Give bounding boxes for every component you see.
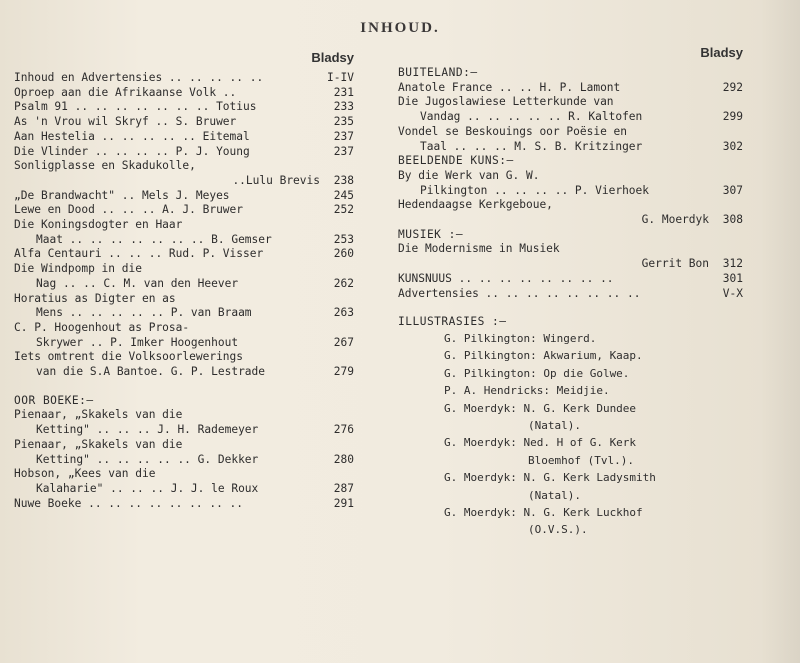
- entry-text: Advertensies .. .. .. .. .. .. .. ..: [398, 286, 641, 300]
- toc-entry: [14, 453, 354, 468]
- entry-page: 263: [333, 306, 354, 320]
- illustration-item: G. Pilkington: Akwarium, Kaap.: [444, 349, 643, 363]
- left-entry-list: [14, 71, 354, 380]
- toc-entry: [14, 189, 354, 204]
- bladsy-label-right: Bladsy: [700, 45, 743, 60]
- entry-text: Lewe en Dood .. .. .. A. J. Bruwer: [14, 203, 244, 217]
- entry-text: Oproep aan die Afrikaanse Volk ..: [14, 85, 237, 99]
- advertensies-entry: [398, 287, 743, 302]
- entry-text: ..Lulu Brevis: [232, 173, 320, 187]
- entry-page: 252: [333, 203, 354, 217]
- toc-entry: [398, 257, 743, 272]
- illustration-item: G. Moerdyk: N. G. Kerk Dundee: [444, 401, 637, 415]
- entry-text: Mens .. .. .. .. .. P. van Braam: [36, 306, 252, 320]
- entry-page: V-X: [722, 286, 743, 300]
- entry-text: Vondel se Beskouings oor Poësie en: [398, 124, 628, 138]
- entry-text: Die Koningsdogter en Haar: [14, 218, 183, 232]
- toc-entry: [14, 247, 354, 262]
- kunsnuus-entry: [398, 272, 743, 287]
- toc-entry: [14, 71, 354, 86]
- toc-entry: [14, 365, 354, 380]
- buiteland-heading: BUITELAND:—: [398, 66, 478, 79]
- entry-page: 262: [333, 276, 354, 290]
- entry-text: Inhoud en Advertensies .. .. .. .. ..: [14, 71, 264, 84]
- entry-text: Sonligplasse en Skadukolle,: [14, 159, 196, 173]
- entry-page: 280: [333, 452, 354, 466]
- toc-entry: [398, 169, 743, 184]
- toc-entry: [14, 145, 354, 160]
- page-title: INHOUD.: [360, 20, 440, 36]
- bladsy-label-left: Bladsy: [311, 50, 354, 65]
- illustration-item: (Natal).: [528, 418, 581, 432]
- entry-text: Die Modernisme in Musiek: [398, 242, 560, 256]
- entry-page: 307: [722, 183, 743, 197]
- entry-page: 231: [333, 85, 354, 99]
- illustration-item: G. Pilkington: Op die Golwe.: [444, 366, 630, 380]
- toc-entry: [14, 482, 354, 497]
- entry-text: Die Windpomp in die: [14, 262, 142, 276]
- toc-entry: [14, 467, 354, 482]
- spacer: [398, 301, 743, 315]
- illustrasies-heading: ILLUSTRASIES :—: [398, 315, 507, 329]
- entry-text: Skrywer .. P. Imker Hoogenhout: [36, 335, 239, 349]
- entry-text: „De Brandwacht" .. Mels J. Meyes: [14, 188, 230, 202]
- toc-entry: [14, 408, 354, 423]
- entry-text: Pienaar, „Skakels van die: [14, 437, 183, 451]
- entry-text: Nuwe Boeke .. .. .. .. .. .. .. ..: [14, 496, 244, 510]
- toc-entry: [398, 95, 743, 110]
- entry-text: Hedendaagse Kerkgeboue,: [398, 198, 553, 212]
- toc-entry: [398, 140, 743, 155]
- illustration-item: (O.V.S.).: [528, 523, 588, 537]
- toc-entry: [14, 306, 354, 321]
- entry-text: Aan Hestelia .. .. .. .. .. Eitemal: [14, 129, 250, 143]
- entry-text: Die Vlinder .. .. .. .. P. J. Young: [14, 144, 250, 158]
- entry-text: van die S.A Bantoe. G. P. Lestrade: [36, 365, 266, 379]
- entry-text: Vandag .. .. .. .. .. R. Kaltofen: [420, 110, 643, 124]
- illustration-item: P. A. Hendricks: Meidjie.: [444, 384, 610, 398]
- entry-page: 308: [722, 213, 743, 227]
- toc-entry: [14, 292, 354, 307]
- toc-entry: [14, 336, 354, 351]
- illustration-item: G. Pilkington: Wingerd.: [444, 331, 597, 345]
- entry-text: Alfa Centauri .. .. .. Rud. P. Visser: [14, 247, 264, 261]
- entry-text: Hobson, „Kees van die: [14, 467, 156, 481]
- entry-page: 276: [333, 423, 354, 437]
- toc-entry: [14, 277, 354, 292]
- toc-entry: [14, 233, 354, 248]
- toc-entry: [14, 218, 354, 233]
- illustration-item: (Natal).: [528, 488, 581, 502]
- toc-entry: [398, 198, 743, 213]
- toc-entry: [14, 438, 354, 453]
- entry-text: Iets omtrent die Volksoorlewerings: [14, 350, 244, 364]
- left-column: [14, 50, 354, 511]
- entry-page: 291: [333, 496, 354, 510]
- toc-entry: [14, 159, 354, 174]
- entry-page: 312: [722, 257, 743, 271]
- entry-text: Ketting" .. .. .. .. .. G. Dekker: [36, 452, 259, 466]
- entry-page: 279: [333, 365, 354, 379]
- entry-text: KUNSNUUS .. .. .. .. .. .. .. ..: [398, 271, 614, 285]
- toc-entry: [14, 130, 354, 145]
- illustration-item: G. Moerdyk: N. G. Kerk Ladysmith: [444, 471, 656, 485]
- toc-entry: [14, 100, 354, 115]
- entry-page: 237: [333, 144, 354, 158]
- beeldende-heading: BEELDENDE KUNS:—: [398, 154, 514, 168]
- entry-text: By die Werk van G. W.: [398, 168, 540, 182]
- toc-entry: [398, 242, 743, 257]
- illustration-item: G. Moerdyk: Ned. H of G. Kerk: [444, 436, 637, 450]
- entry-page: 267: [333, 335, 354, 349]
- toc-entry: [14, 262, 354, 277]
- entry-page: 292: [722, 80, 743, 94]
- musiek-heading: MUSIEK :—: [398, 227, 464, 241]
- toc-entry: [14, 174, 354, 189]
- entry-text: G. Moerdyk: [641, 213, 709, 227]
- entry-text: Die Jugoslawiese Letterkunde van: [398, 95, 614, 109]
- entry-page: 287: [333, 481, 354, 495]
- entry-text: Kalaharie" .. .. .. J. J. le Roux: [36, 481, 259, 495]
- entry-text: C. P. Hoogenhout as Prosa-: [14, 320, 190, 334]
- beeldende-list: [398, 169, 743, 228]
- toc-entry: [398, 81, 743, 96]
- entry-page: 235: [333, 115, 354, 129]
- entry-page: 233: [333, 100, 354, 114]
- entry-page: 245: [333, 188, 354, 202]
- toc-entry: [398, 125, 743, 140]
- entry-text: Maat .. .. .. .. .. .. .. B. Gemser: [36, 232, 272, 246]
- toc-entry: [14, 86, 354, 101]
- entry-text: Anatole France .. .. H. P. Lamont: [398, 80, 621, 94]
- entry-text: Ketting" .. .. .. J. H. Rademeyer: [36, 423, 259, 437]
- entry-page: 260: [333, 247, 354, 261]
- entry-page: 238: [333, 173, 354, 187]
- toc-entry: [14, 497, 354, 512]
- entry-text: Psalm 91 .. .. .. .. .. .. .. Totius: [14, 100, 257, 114]
- illustrasies-list: [398, 330, 743, 539]
- oor-boeke-list: [14, 408, 354, 511]
- toc-entry: [14, 350, 354, 365]
- oor-boeke-heading: OOR BOEKE:—: [14, 393, 94, 407]
- entry-text: Gerrit Bon: [641, 257, 709, 271]
- entry-page: 299: [722, 110, 743, 124]
- toc-entry: [398, 184, 743, 199]
- entry-page: 253: [333, 232, 354, 246]
- illustration-item: Bloemhof (Tvl.).: [528, 453, 634, 467]
- toc-entry: [14, 203, 354, 218]
- toc-entry: [14, 321, 354, 336]
- entry-page: 301: [722, 271, 743, 285]
- entry-page: 302: [722, 139, 743, 153]
- toc-entry: [398, 110, 743, 125]
- entry-text: As 'n Vrou wil Skryf .. S. Bruwer: [14, 115, 237, 129]
- entry-page: I-IV: [327, 71, 354, 84]
- entry-page: 237: [333, 129, 354, 143]
- illustration-item: G. Moerdyk: N. G. Kerk Luckhof: [444, 506, 643, 520]
- right-column: [398, 45, 743, 539]
- entry-text: Taal .. .. .. M. S. B. Kritzinger: [420, 139, 643, 153]
- entry-text: Pilkington .. .. .. .. P. Vierhoek: [420, 183, 650, 197]
- toc-entry: [14, 423, 354, 438]
- spacer: [14, 380, 354, 394]
- toc-entry: [14, 115, 354, 130]
- buiteland-list: [398, 81, 743, 155]
- toc-entry: [398, 213, 743, 228]
- entry-text: Nag .. .. C. M. van den Heever: [36, 276, 239, 290]
- entry-text: Pienaar, „Skakels van die: [14, 408, 183, 422]
- musiek-list: [398, 242, 743, 271]
- page-shadow: [760, 0, 800, 663]
- entry-text: Horatius as Digter en as: [14, 291, 176, 305]
